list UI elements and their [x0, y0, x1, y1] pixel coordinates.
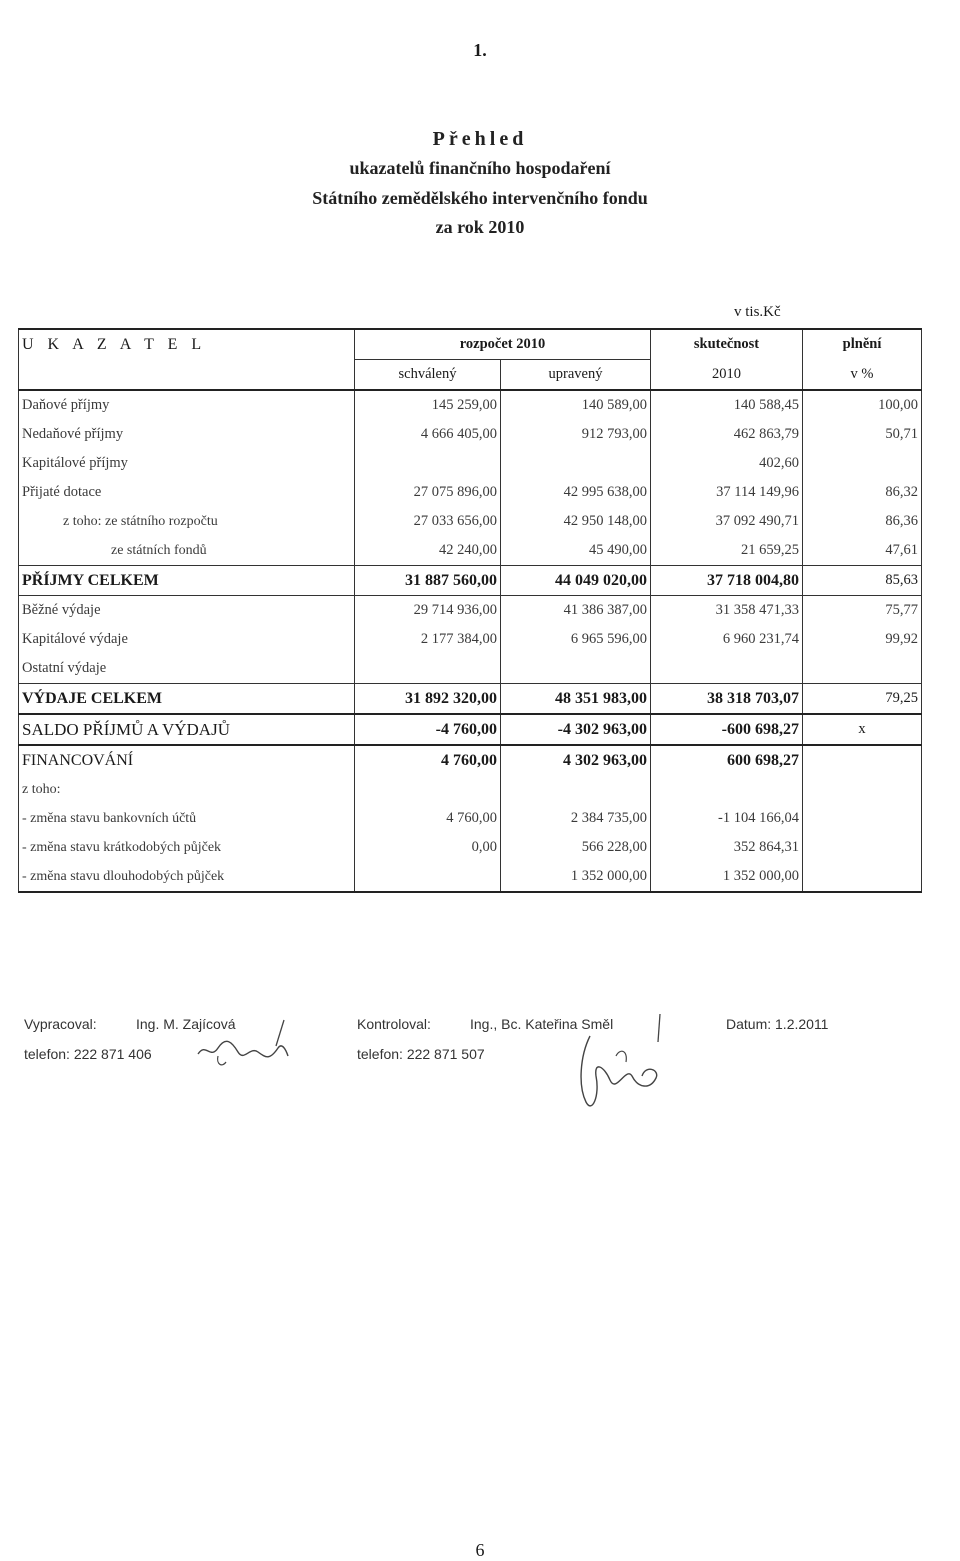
row-label: FINANCOVÁNÍ — [19, 745, 355, 775]
cell-schvaleny: 29 714 936,00 — [355, 596, 501, 626]
cell-schvaleny: 4 760,00 — [355, 745, 501, 775]
table-row — [19, 536, 922, 566]
row-label: VÝDAJE CELKEM — [19, 684, 355, 715]
header-upraveny: upravený — [501, 360, 651, 391]
cell-schvaleny: 31 892 320,00 — [355, 684, 501, 715]
date-label: Datum: 1.2.2011 — [726, 1016, 829, 1032]
table-row — [19, 625, 922, 654]
cell-upraveny: 566 228,00 — [501, 833, 651, 862]
prepared-by-name: Ing. M. Zajícová — [136, 1016, 236, 1032]
cell-plneni: 50,71 — [803, 420, 922, 449]
row-label: PŘÍJMY CELKEM — [19, 566, 355, 596]
cell-upraveny: 44 049 020,00 — [501, 566, 651, 596]
cell-skutecnost: 402,60 — [651, 449, 803, 478]
header-plneni: plnění — [803, 329, 922, 360]
cell-skutecnost: 37 114 149,96 — [651, 478, 803, 507]
cell-plneni — [803, 804, 922, 833]
cell-upraveny: 48 351 983,00 — [501, 684, 651, 715]
cell-skutecnost: 37 092 490,71 — [651, 507, 803, 536]
cell-upraveny: 912 793,00 — [501, 420, 651, 449]
header-plneni-unit: v % — [803, 360, 922, 391]
cell-skutecnost: 600 698,27 — [651, 745, 803, 775]
cell-plneni: 75,77 — [803, 596, 922, 626]
cell-skutecnost: 21 659,25 — [651, 536, 803, 566]
cell-plneni: 99,92 — [803, 625, 922, 654]
row-label: SALDO PŘÍJMŮ A VÝDAJŮ — [19, 714, 355, 745]
header-skutecnost: skutečnost — [651, 329, 803, 360]
cell-skutecnost: 462 863,79 — [651, 420, 803, 449]
table-row — [19, 654, 922, 684]
row-label: Nedaňové příjmy — [19, 420, 355, 449]
header-empty — [19, 360, 355, 391]
cell-plneni: 100,00 — [803, 390, 922, 420]
cell-upraveny: 6 965 596,00 — [501, 625, 651, 654]
cell-plneni: 86,36 — [803, 507, 922, 536]
cell-schvaleny: -4 760,00 — [355, 714, 501, 745]
table-row-total — [19, 684, 922, 715]
row-label: - změna stavu bankovních účtů — [19, 804, 355, 833]
header-ukazatel: U K A Z A T E L — [19, 329, 355, 360]
unit-label: v tis.Kč — [734, 304, 781, 320]
cell-skutecnost: 1 352 000,00 — [651, 862, 803, 892]
cell-upraveny: -4 302 963,00 — [501, 714, 651, 745]
row-label: - změna stavu krátkodobých půjček — [19, 833, 355, 862]
header-row-1 — [19, 329, 922, 360]
cell-schvaleny: 27 033 656,00 — [355, 507, 501, 536]
cell-plneni — [803, 654, 922, 684]
cell-upraveny: 2 384 735,00 — [501, 804, 651, 833]
cell-upraveny: 42 995 638,00 — [501, 478, 651, 507]
doc-subtitle-1: ukazatelů finančního hospodaření — [349, 158, 611, 178]
cell-schvaleny: 0,00 — [355, 833, 501, 862]
header-row-2 — [19, 360, 922, 391]
header-rozpocet: rozpočet 2010 — [355, 329, 651, 360]
cell-schvaleny — [355, 449, 501, 478]
header-skutecnost-year: 2010 — [651, 360, 803, 391]
cell-schvaleny: 31 887 560,00 — [355, 566, 501, 596]
row-label: Ostatní výdaje — [19, 654, 355, 684]
cell-plneni: 79,25 — [803, 684, 922, 715]
doc-subtitle-2: Státního zemědělského intervenčního fondu — [312, 188, 648, 208]
cell-upraveny: 4 302 963,00 — [501, 745, 651, 775]
table-row-total — [19, 566, 922, 596]
checked-by-label: Kontroloval: — [357, 1016, 431, 1032]
prepared-by-phone: telefon: 222 871 406 — [24, 1046, 152, 1062]
cell-plneni — [803, 862, 922, 892]
row-label: Běžné výdaje — [19, 596, 355, 626]
cell-skutecnost: 38 318 703,07 — [651, 684, 803, 715]
cell-plneni: x — [803, 714, 922, 745]
cell-schvaleny: 42 240,00 — [355, 536, 501, 566]
cell-upraveny — [501, 449, 651, 478]
cell-schvaleny — [355, 654, 501, 684]
row-label: - změna stavu dlouhodobých půjček — [19, 862, 355, 892]
cell-schvaleny: 4 760,00 — [355, 804, 501, 833]
cell-plneni — [803, 449, 922, 478]
cell-schvaleny — [355, 862, 501, 892]
table-row-financovani — [19, 745, 922, 775]
page-number-bottom: 6 — [475, 1540, 485, 1560]
cell-skutecnost: -1 104 166,04 — [651, 804, 803, 833]
cell-schvaleny: 27 075 896,00 — [355, 478, 501, 507]
financial-table — [18, 328, 922, 893]
doc-title: Přehled — [432, 128, 528, 150]
table-row — [19, 507, 922, 536]
row-label: Kapitálové výdaje — [19, 625, 355, 654]
row-label: Kapitálové příjmy — [19, 449, 355, 478]
cell-skutecnost: 31 358 471,33 — [651, 596, 803, 626]
row-label: Přijaté dotace — [19, 478, 355, 507]
table-row — [19, 449, 922, 478]
cell-skutecnost: 37 718 004,80 — [651, 566, 803, 596]
signature-smelikova — [560, 1006, 670, 1116]
cell-schvaleny: 4 666 405,00 — [355, 420, 501, 449]
cell-schvaleny: 145 259,00 — [355, 390, 501, 420]
cell-plneni: 47,61 — [803, 536, 922, 566]
page-number-top: 1. — [473, 40, 487, 60]
cell-skutecnost: 6 960 231,74 — [651, 625, 803, 654]
cell-upraveny: 1 352 000,00 — [501, 862, 651, 892]
table-row — [19, 804, 922, 833]
cell-upraveny — [501, 654, 651, 684]
doc-subtitle-3: za rok 2010 — [435, 217, 525, 237]
cell-skutecnost: 140 588,45 — [651, 390, 803, 420]
cell-plneni: 86,32 — [803, 478, 922, 507]
table-row — [19, 390, 922, 420]
cell-upraveny — [501, 775, 651, 804]
prepared-by-label: Vypracoval: — [24, 1016, 97, 1032]
cell-skutecnost — [651, 654, 803, 684]
signature-zajicova — [188, 1012, 298, 1072]
cell-plneni — [803, 833, 922, 862]
table-row-saldo — [19, 714, 922, 745]
table-row — [19, 775, 922, 804]
cell-plneni — [803, 745, 922, 775]
row-label: Daňové příjmy — [19, 390, 355, 420]
checked-by-name: Ing., Bc. Kateřina Směl — [470, 1016, 614, 1032]
table-row — [19, 833, 922, 862]
cell-skutecnost: 352 864,31 — [651, 833, 803, 862]
table-row — [19, 478, 922, 507]
cell-upraveny: 45 490,00 — [501, 536, 651, 566]
cell-upraveny: 140 589,00 — [501, 390, 651, 420]
cell-schvaleny — [355, 775, 501, 804]
table-row — [19, 420, 922, 449]
row-label: z toho: — [19, 775, 355, 804]
cell-upraveny: 41 386 387,00 — [501, 596, 651, 626]
cell-schvaleny: 2 177 384,00 — [355, 625, 501, 654]
cell-plneni — [803, 775, 922, 804]
header-schvaleny: schválený — [355, 360, 501, 391]
cell-upraveny: 42 950 148,00 — [501, 507, 651, 536]
cell-skutecnost — [651, 775, 803, 804]
cell-plneni: 85,63 — [803, 566, 922, 596]
cell-skutecnost: -600 698,27 — [651, 714, 803, 745]
checked-by-phone: telefon: 222 871 507 — [357, 1046, 485, 1062]
table-row — [19, 596, 922, 626]
row-label: z toho: ze státního rozpočtu — [19, 507, 355, 536]
row-label: ze státních fondů — [19, 536, 355, 566]
table-row — [19, 862, 922, 892]
